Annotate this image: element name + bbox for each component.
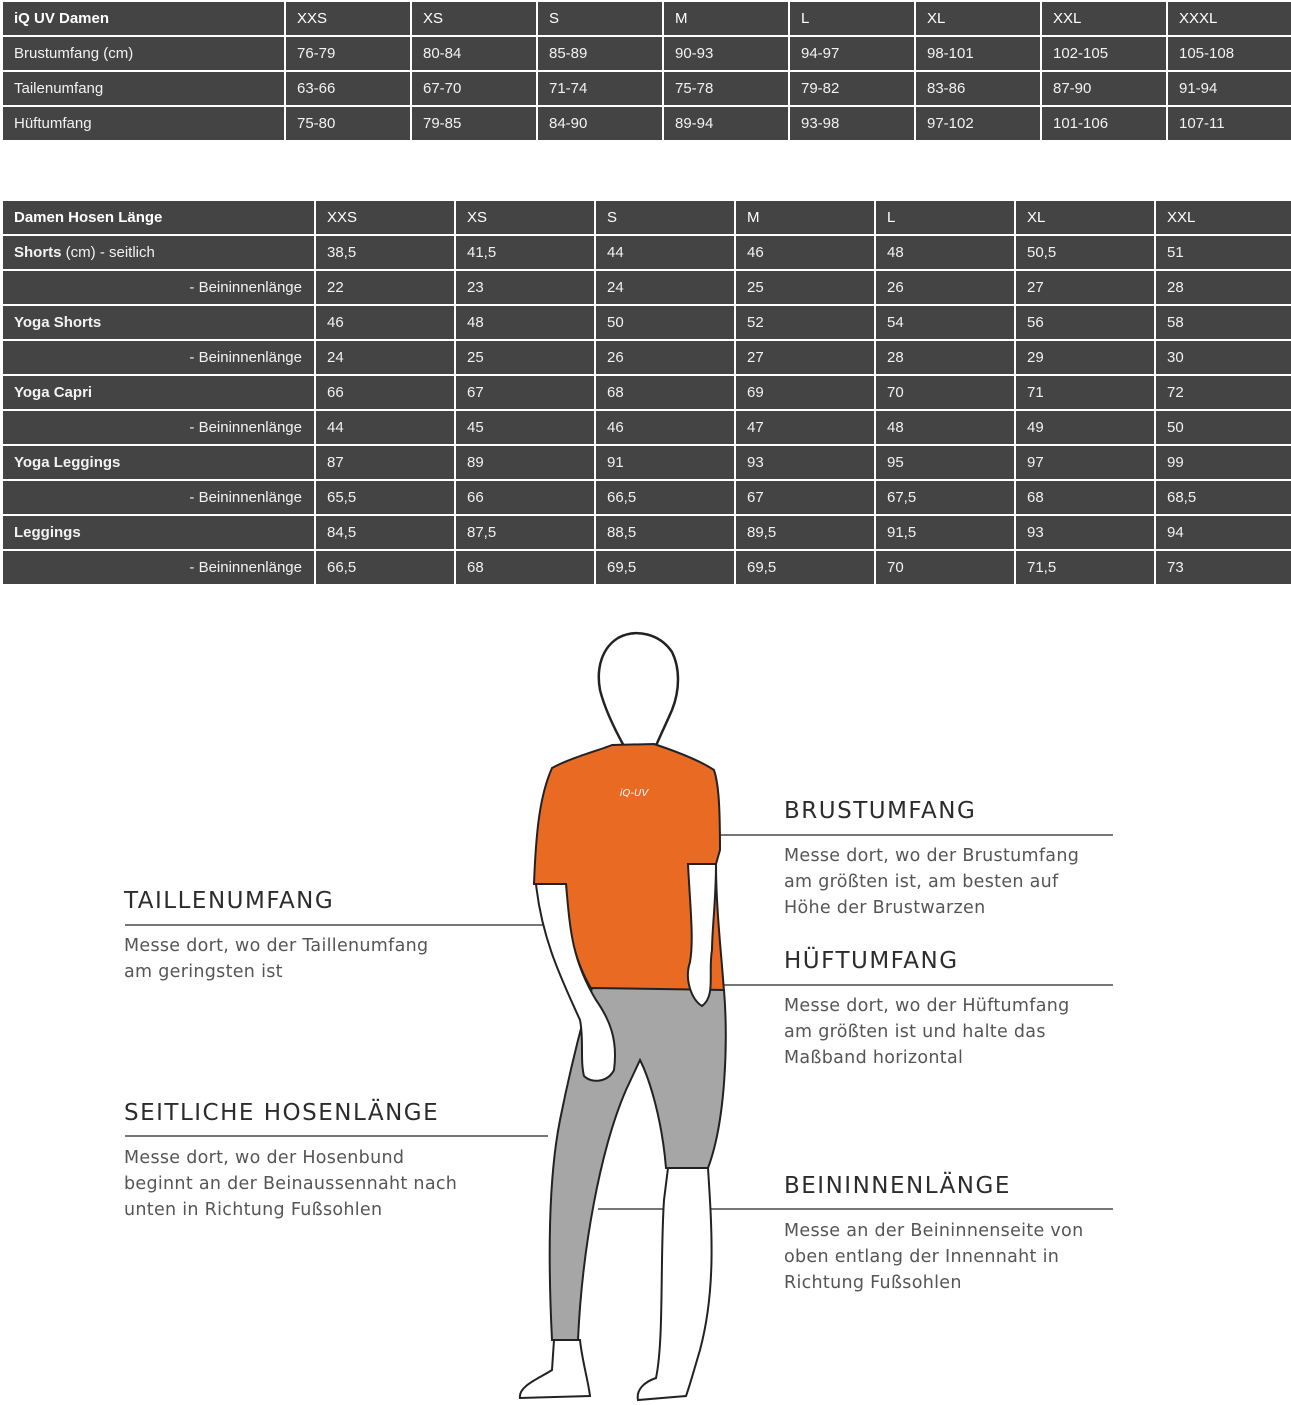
value-cell: 71-74: [538, 72, 662, 105]
value-cell: 94-97: [790, 37, 914, 70]
value-cell: 97: [1016, 446, 1154, 479]
value-cell: 54: [876, 306, 1014, 339]
size-header-cell: XXS: [316, 201, 454, 234]
value-cell: 101-106: [1042, 107, 1166, 140]
value-cell: 91,5: [876, 516, 1014, 549]
guide-huefte-title: HÜFTUMFANG: [784, 948, 959, 974]
row-label-cell: Hüftumfang: [3, 107, 284, 140]
guide-bein-title: BEININNENLÄNGE: [784, 1173, 1011, 1199]
value-cell: 66: [456, 481, 594, 514]
value-cell: 68: [1016, 481, 1154, 514]
right-leg: [638, 1168, 712, 1400]
value-cell: 75-78: [664, 72, 788, 105]
value-cell: 47: [736, 411, 874, 444]
row-label-text: - Beininnenlänge: [189, 559, 302, 576]
head-outline: [599, 633, 678, 748]
row-label-bold: Yoga Capri: [14, 384, 93, 401]
value-cell: 26: [596, 341, 734, 374]
value-cell: 80-84: [412, 37, 536, 70]
left-foot: [520, 1340, 590, 1398]
guide-taille-desc: Messe dort, wo der Taillenumfang am geringsten ist: [124, 936, 429, 982]
value-cell: 79-82: [790, 72, 914, 105]
value-cell: 48: [876, 236, 1014, 269]
value-cell: 66: [316, 376, 454, 409]
guide-seitlich-desc: Messe dort, wo der Hosenbund beginnt an der Beinaussennaht nach unten in Richtung Fußsohlen: [124, 1148, 458, 1220]
value-cell: 50: [1156, 411, 1291, 444]
value-cell: 27: [736, 341, 874, 374]
value-cell: 69: [736, 376, 874, 409]
value-cell: 89-94: [664, 107, 788, 140]
size-header-cell: L: [876, 201, 1014, 234]
size-header-cell: XL: [1016, 201, 1154, 234]
value-cell: 83-86: [916, 72, 1040, 105]
value-cell: 58: [1156, 306, 1291, 339]
value-cell: 69,5: [736, 551, 874, 584]
value-cell: 28: [876, 341, 1014, 374]
size-header-cell: XXL: [1156, 201, 1291, 234]
value-cell: 66,5: [596, 481, 734, 514]
value-cell: 66,5: [316, 551, 454, 584]
guide-brust-title: BRUSTUMFANG: [784, 798, 977, 824]
guide-seitlich-title: SEITLICHE HOSENLÄNGE: [124, 1100, 440, 1126]
value-cell: 67-70: [412, 72, 536, 105]
value-cell: 41,5: [456, 236, 594, 269]
value-cell: 46: [596, 411, 734, 444]
value-cell: 93-98: [790, 107, 914, 140]
guide-taille-title: TAILLENUMFANG: [124, 888, 335, 914]
size-header-cell: XS: [412, 2, 536, 35]
value-cell: 93: [736, 446, 874, 479]
size-header-cell: M: [736, 201, 874, 234]
guide-brust: [784, 798, 1114, 921]
size-header-cell: XXL: [1042, 2, 1166, 35]
guide-huefte: [784, 948, 1114, 1071]
value-cell: 38,5: [316, 236, 454, 269]
table-title-cell: iQ UV Damen: [3, 2, 284, 35]
size-header-cell: XS: [456, 201, 594, 234]
value-cell: 25: [736, 271, 874, 304]
value-cell: 24: [316, 341, 454, 374]
value-cell: 71,5: [1016, 551, 1154, 584]
value-cell: 87-90: [1042, 72, 1166, 105]
value-cell: 56: [1016, 306, 1154, 339]
value-cell: 69,5: [596, 551, 734, 584]
value-cell: 105-108: [1168, 37, 1291, 70]
value-cell: 68: [456, 551, 594, 584]
value-cell: 28: [1156, 271, 1291, 304]
value-cell: 70: [876, 376, 1014, 409]
value-cell: 24: [596, 271, 734, 304]
size-header-cell: XXS: [286, 2, 410, 35]
value-cell: 79-85: [412, 107, 536, 140]
shirt-logo: iQ-UV: [619, 788, 649, 799]
value-cell: 49: [1016, 411, 1154, 444]
size-header-cell: S: [596, 201, 734, 234]
row-label-text: - Beininnenlänge: [189, 279, 302, 296]
value-cell: 85-89: [538, 37, 662, 70]
value-cell: 89: [456, 446, 594, 479]
value-cell: 51: [1156, 236, 1291, 269]
guide-seitlich: [124, 1100, 554, 1223]
value-cell: 67: [736, 481, 874, 514]
value-cell: 90-93: [664, 37, 788, 70]
size-header-cell: L: [790, 2, 914, 35]
value-cell: 95: [876, 446, 1014, 479]
value-cell: 63-66: [286, 72, 410, 105]
row-label-text: - Beininnenlänge: [189, 349, 302, 366]
row-label-cell: Brustumfang (cm): [3, 37, 284, 70]
value-cell: 25: [456, 341, 594, 374]
value-cell: 22: [316, 271, 454, 304]
value-cell: 50: [596, 306, 734, 339]
value-cell: 26: [876, 271, 1014, 304]
value-cell: 72: [1156, 376, 1291, 409]
value-cell: 71: [1016, 376, 1154, 409]
value-cell: 45: [456, 411, 594, 444]
value-cell: 30: [1156, 341, 1291, 374]
size-header-cell: XL: [916, 2, 1040, 35]
size-header-cell: S: [538, 2, 662, 35]
row-label-text: (cm) - seitlich: [61, 244, 155, 261]
value-cell: 23: [456, 271, 594, 304]
value-cell: 68,5: [1156, 481, 1291, 514]
guide-huefte-desc: Messe dort, wo der Hüftumfang am größten ist und halte das Maßband horizontal: [784, 996, 1070, 1068]
value-cell: 102-105: [1042, 37, 1166, 70]
value-cell: 98-101: [916, 37, 1040, 70]
guide-bein-desc: Messe an der Beininnenseite von oben entlang der Innennaht in Richtung Fußsohlen: [784, 1221, 1084, 1293]
value-cell: 84-90: [538, 107, 662, 140]
value-cell: 91-94: [1168, 72, 1291, 105]
row-label-cell: Tailenumfang: [3, 72, 284, 105]
body-figure: [440, 620, 760, 1405]
value-cell: 87,5: [456, 516, 594, 549]
value-cell: 94: [1156, 516, 1291, 549]
value-cell: 68: [596, 376, 734, 409]
value-cell: 88,5: [596, 516, 734, 549]
value-cell: 67: [456, 376, 594, 409]
value-cell: 75-80: [286, 107, 410, 140]
row-label-bold: Leggings: [14, 524, 81, 541]
value-cell: 73: [1156, 551, 1291, 584]
value-cell: 89,5: [736, 516, 874, 549]
row-label-text: - Beininnenlänge: [189, 489, 302, 506]
value-cell: 107-11: [1168, 107, 1291, 140]
value-cell: 87: [316, 446, 454, 479]
value-cell: 93: [1016, 516, 1154, 549]
value-cell: 44: [316, 411, 454, 444]
value-cell: 46: [736, 236, 874, 269]
size-header-cell: XXXL: [1168, 2, 1291, 35]
value-cell: 50,5: [1016, 236, 1154, 269]
row-label-text: - Beininnenlänge: [189, 419, 302, 436]
row-label-bold: Yoga Shorts: [14, 314, 102, 331]
value-cell: 48: [456, 306, 594, 339]
value-cell: 84,5: [316, 516, 454, 549]
value-cell: 29: [1016, 341, 1154, 374]
value-cell: 76-79: [286, 37, 410, 70]
value-cell: 46: [316, 306, 454, 339]
value-cell: 44: [596, 236, 734, 269]
value-cell: 91: [596, 446, 734, 479]
value-cell: 27: [1016, 271, 1154, 304]
size-header-cell: M: [664, 2, 788, 35]
value-cell: 65,5: [316, 481, 454, 514]
value-cell: 48: [876, 411, 1014, 444]
value-cell: 67,5: [876, 481, 1014, 514]
value-cell: 52: [736, 306, 874, 339]
row-label-bold: Yoga Leggings: [14, 454, 121, 471]
table-title-cell: Damen Hosen Länge: [3, 201, 314, 234]
row-label-bold: Shorts: [14, 244, 62, 261]
guide-brust-desc: Messe dort, wo der Brustumfang am größten ist, am besten auf Höhe der Brustwarzen: [784, 846, 1080, 918]
value-cell: 99: [1156, 446, 1291, 479]
guide-bein: [784, 1173, 1114, 1296]
guide-taille: [124, 888, 544, 985]
value-cell: 70: [876, 551, 1014, 584]
value-cell: 97-102: [916, 107, 1040, 140]
